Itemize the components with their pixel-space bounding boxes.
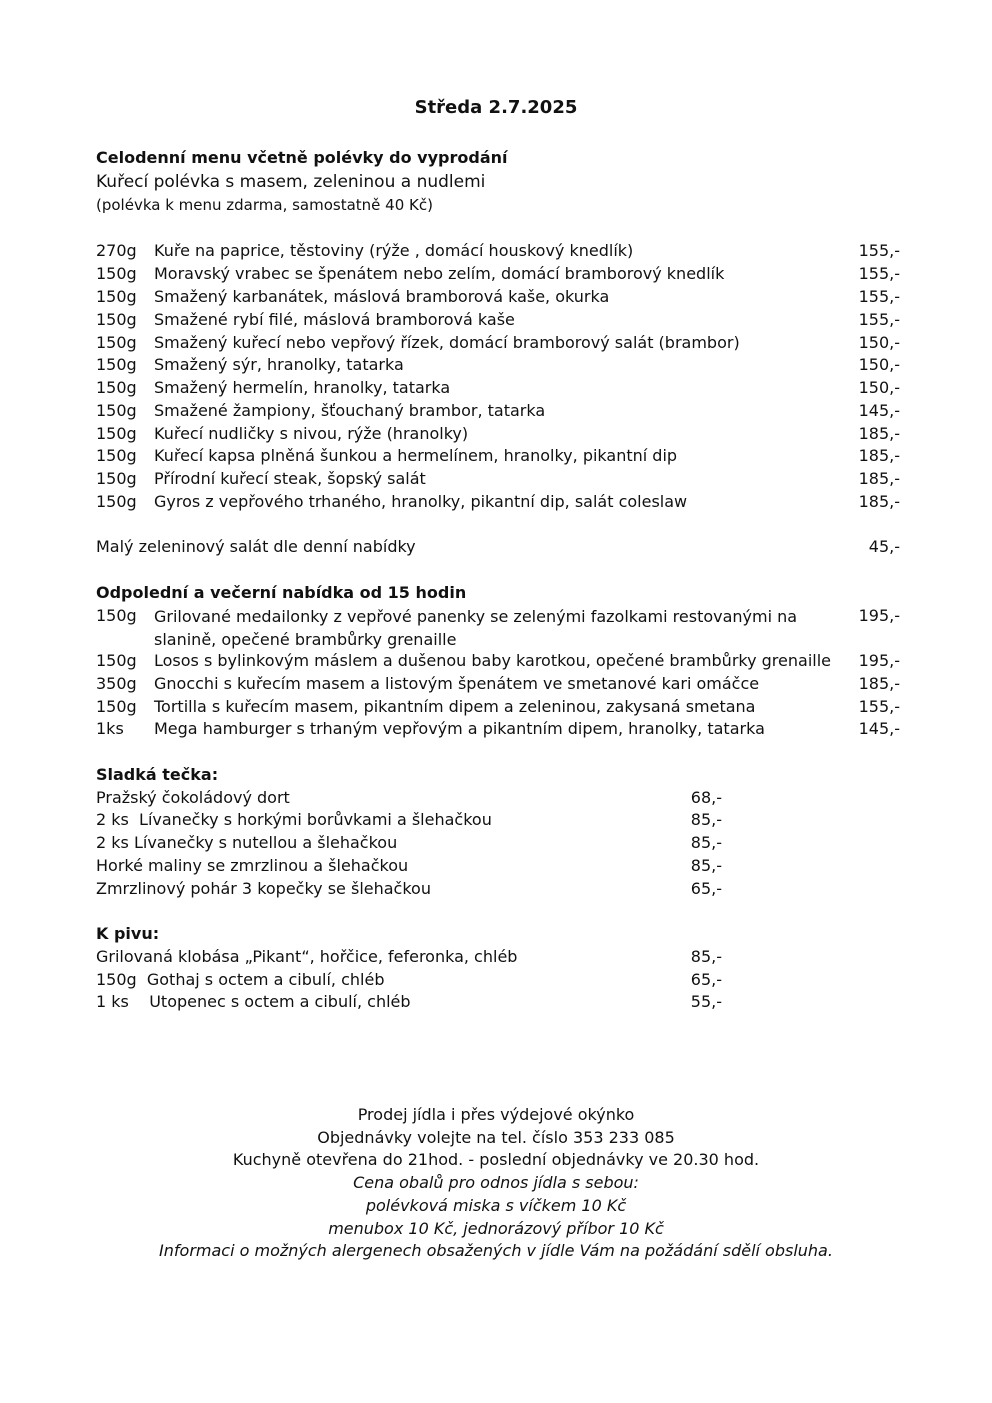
item-weight: 350g xyxy=(96,674,137,693)
item-price: 85,- xyxy=(690,833,722,852)
item-price: 65,- xyxy=(690,879,722,898)
item-name: Kuřecí kapsa plněná šunkou a hermelínem, hranolky, pikantní dip xyxy=(154,446,678,465)
item-price: 55,- xyxy=(690,992,722,1011)
soup-name: Kuřecí polévka s masem, zeleninou a nudlemi xyxy=(96,172,486,192)
item-price: 185,- xyxy=(858,424,900,443)
item-name: Zmrzlinový pohár 3 kopečky se šlehačkou xyxy=(96,879,431,898)
footer-window-sales: Prodej jídla i přes výdejové okýnko xyxy=(357,1105,635,1124)
item-weight: 150g xyxy=(96,492,137,511)
item-price: 145,- xyxy=(858,401,900,420)
item-name: 2 ks Lívanečky s horkými borůvkami a šlehačkou xyxy=(96,810,492,829)
item-price: 150,- xyxy=(858,333,900,352)
item-name: Grilované medailonky z vepřové panenky se zelenými fazolkami restovanými na slanině, opečené brambůrky grenaille xyxy=(154,607,798,649)
menu-item xyxy=(96,719,900,742)
item-name: Smažené žampiony, šťouchaný brambor, tatarka xyxy=(154,401,546,420)
item-name: Grilovaná klobása „Pikant“, hořčice, feferonka, chléb xyxy=(96,947,518,966)
item-name: Tortilla s kuřecím masem, pikantním dipem a zeleninou, zakysaná smetana xyxy=(154,697,756,716)
item-name: Gnocchi s kuřecím masem a listovým špenátem ve smetanové kari omáčce xyxy=(154,674,760,693)
item-name: 150g Gothaj s octem a cibulí, chléb xyxy=(96,970,385,989)
footer-phone-orders: Objednávky volejte na tel. číslo 353 233 085 xyxy=(317,1127,675,1147)
item-name: Kuřecí nudličky s nivou, rýže (hranolky) xyxy=(154,424,469,443)
item-weight: 1ks xyxy=(96,719,124,738)
dessert-item xyxy=(96,810,722,833)
item-weight: 150g xyxy=(96,333,137,352)
menu-item xyxy=(96,310,900,333)
item-weight: 150g xyxy=(96,424,137,443)
menu-item xyxy=(96,446,900,469)
item-name: Smažený sýr, hranolky, tatarka xyxy=(154,355,404,374)
item-price: 155,- xyxy=(858,241,900,260)
dessert-heading: Sladká tečka: xyxy=(96,765,219,784)
item-price: 85,- xyxy=(690,810,722,829)
footer-kitchen-hours: Kuchyně otevřena do 21hod. - poslední objednávky ve 20.30 hod. xyxy=(232,1150,760,1170)
menu-item xyxy=(96,424,900,447)
item-price: 185,- xyxy=(858,469,900,488)
menu-item xyxy=(96,355,900,378)
item-name: Přírodní kuřecí steak, šopský salát xyxy=(154,469,426,488)
item-price: 155,- xyxy=(858,287,900,306)
soup-note: (polévka k menu zdarma, samostatně 40 Kč) xyxy=(96,196,433,214)
item-name: Gyros z vepřového trhaného, hranolky, pikantní dip, salát coleslaw xyxy=(154,492,688,511)
dessert-item xyxy=(96,788,722,811)
item-price: 155,- xyxy=(858,697,900,716)
dessert-item xyxy=(96,833,722,856)
item-weight: 150g xyxy=(96,606,137,625)
item-name: Losos s bylinkovým máslem a dušenou baby karotkou, opečené brambůrky grenaille xyxy=(154,651,831,670)
menu-item xyxy=(96,492,900,515)
beer-item xyxy=(96,970,722,993)
menu-item xyxy=(96,674,900,697)
item-price: 185,- xyxy=(858,446,900,465)
item-price: 68,- xyxy=(690,788,722,807)
item-weight: 150g xyxy=(96,355,137,374)
afternoon-heading: Odpolední a večerní nabídka od 15 hodin xyxy=(96,583,467,602)
item-price: 150,- xyxy=(858,378,900,397)
main-menu-heading: Celodenní menu včetně polévky do vyprodání xyxy=(96,148,508,167)
menu-item xyxy=(96,401,900,424)
footer-packaging-soup: polévková miska s víčkem 10 Kč xyxy=(365,1195,627,1215)
dessert-item xyxy=(96,856,722,879)
item-price: 85,- xyxy=(690,947,722,966)
footer-info xyxy=(0,1104,992,1263)
item-weight: 150g xyxy=(96,378,137,397)
beer-item xyxy=(96,947,722,970)
item-name: Kuře na paprice, těstoviny (rýže , domácí houskový knedlík) xyxy=(154,241,634,260)
footer-packaging-heading: Cena obalů pro odnos jídla s sebou: xyxy=(353,1173,639,1193)
item-weight: 150g xyxy=(96,446,137,465)
item-price: 65,- xyxy=(690,970,722,989)
beer-item xyxy=(96,992,722,1015)
page-title: Středa 2.7.2025 xyxy=(414,97,578,118)
dessert-item xyxy=(96,879,722,902)
item-price: 85,- xyxy=(690,856,722,875)
item-price: 195,- xyxy=(858,606,900,625)
item-weight: 150g xyxy=(96,264,137,283)
item-weight: 150g xyxy=(96,697,137,716)
menu-item xyxy=(96,264,900,287)
menu-item xyxy=(96,241,900,264)
item-name: 1 ks Utopenec s octem a cibulí, chléb xyxy=(96,992,411,1011)
menu-item xyxy=(96,469,900,492)
footer-packaging-menubox: menubox 10 Kč, jednorázový příbor 10 Kč xyxy=(328,1218,664,1238)
item-weight: 150g xyxy=(96,310,137,329)
salad-item xyxy=(96,537,900,560)
item-weight: 150g xyxy=(96,651,137,670)
menu-item xyxy=(96,697,900,720)
item-name: Smažené rybí filé, máslová bramborová kaše xyxy=(154,310,515,329)
item-price: 45,- xyxy=(868,537,900,556)
item-name: Pražský čokoládový dort xyxy=(96,788,290,807)
item-price: 145,- xyxy=(858,719,900,738)
item-price: 185,- xyxy=(858,492,900,511)
item-price: 155,- xyxy=(858,310,900,329)
item-name: Malý zeleninový salát dle denní nabídky xyxy=(96,537,416,556)
item-name: Moravský vrabec se špenátem nebo zelím, domácí bramborový knedlík xyxy=(154,264,725,283)
menu-item xyxy=(96,378,900,401)
item-weight: 150g xyxy=(96,401,137,420)
item-weight: 150g xyxy=(96,469,137,488)
menu-item xyxy=(96,651,900,674)
item-weight: 270g xyxy=(96,241,137,260)
item-name: Smažený kuřecí nebo vepřový řízek, domácí bramborový salát (brambor) xyxy=(154,333,740,352)
item-name: Horké maliny se zmrzlinou a šlehačkou xyxy=(96,856,409,875)
item-price: 155,- xyxy=(858,264,900,283)
item-name: Smažený karbanátek, máslová bramborová kaše, okurka xyxy=(154,287,610,306)
item-price: 195,- xyxy=(858,651,900,670)
footer-allergen-note: Informaci o možných alergenech obsažených v jídle Vám na požádání sdělí obsluha. xyxy=(159,1241,833,1261)
item-price: 150,- xyxy=(858,355,900,374)
item-weight: 150g xyxy=(96,287,137,306)
menu-item xyxy=(96,606,900,652)
item-name: 2 ks Lívanečky s nutellou a šlehačkou xyxy=(96,833,398,852)
menu-item xyxy=(96,333,900,356)
beer-heading: K pivu: xyxy=(96,924,160,943)
menu-item xyxy=(96,287,900,310)
item-name: Mega hamburger s trhaným vepřovým a pikantním dipem, hranolky, tatarka xyxy=(154,719,765,738)
item-price: 185,- xyxy=(858,674,900,693)
item-name: Smažený hermelín, hranolky, tatarka xyxy=(154,378,451,397)
